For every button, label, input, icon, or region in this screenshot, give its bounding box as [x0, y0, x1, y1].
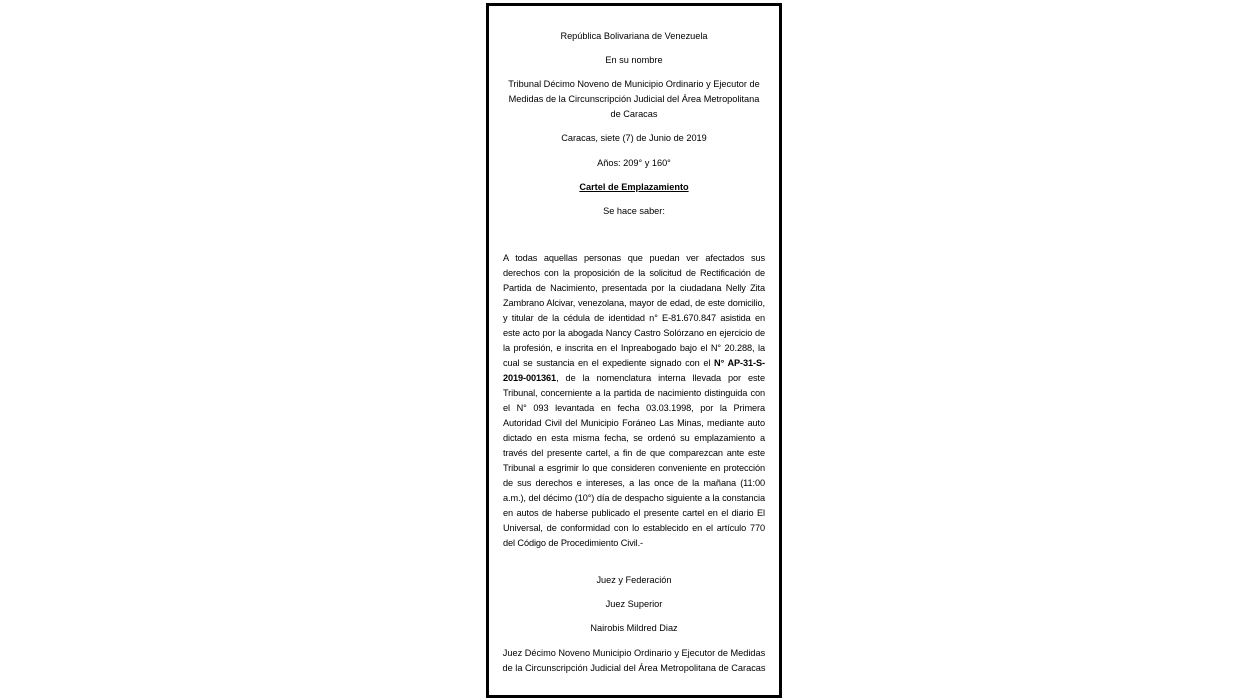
- notice-years: Años: 209° y 160°: [597, 158, 671, 168]
- notice-date: Caracas, siete (7) de Junio de 2019: [561, 133, 707, 143]
- body-part-1: A todas aquellas personas que puedan ver afectados sus derechos con la proposición de la solicitud de Rectificación de Partida de Nacimiento, presentada por la ciudadana Nelly Zita Zambrano Alcivar, venezolana, mayor de edad, de este domicilio, y titular de la cédula de identidad n° E-81.670.847 asistida en este acto por la abogada Nancy Castro Solórzano en ejercicio de la profesión, e inscrita en el Inpreabogado bajo el N° 20.288, la cual se sustancia en el expediente signado con el: [503, 253, 765, 368]
- notice-title: Cartel de Emplazamiento: [579, 182, 689, 192]
- judge-name: Nairobis Mildred Diaz: [590, 623, 678, 633]
- file-number: N° AP-31-S-2019-001361: [503, 358, 765, 383]
- notice-intro: Se hace saber:: [603, 206, 665, 216]
- judge-federation: Juez y Federación: [596, 575, 672, 585]
- notice-body: [503, 251, 765, 551]
- in-name-line: En su nombre: [605, 55, 663, 65]
- body-part-2: , de la nomenclatura interna llevada por este Tribunal, concerniente a la partida de nacimiento distinguida con el N° 093 levantada en fecha 03.03.1998, por la Primera Autoridad Civil del Municipio Foráneo Las Minas, mediante auto dictado en esta misma fecha, se ordenó su emplazamiento a través del presente cartel, a fin de que comparezcan ante este Tribunal a esgrimir lo que consideren conveniente en protección de sus derechos e intereses, a las once de la mañana (11:00 a.m.), del décimo (10°) día de despacho siguiente a la constancia en autos de haberse publicado el presente cartel en el diario El Universal, de conformidad con lo establecido en el artículo 770 del Código de Procedimiento Civil.-: [503, 373, 765, 548]
- judge-title: Juez Décimo Noveno Municipio Ordinario y Ejecutor de Medidas de la Circunscripción Judicial del Área Metropolitana de Caracas: [502, 648, 766, 673]
- judge-role: Juez Superior: [605, 599, 663, 609]
- notice-content: [503, 6, 765, 695]
- country-heading: República Bolivariana de Venezuela: [560, 31, 708, 41]
- legal-notice: [486, 3, 782, 698]
- tribunal-name: Tribunal Décimo Noveno de Municipio Ordinario y Ejecutor de Medidas de la Circunscripción Judicial del Área Metropolitana de Caracas: [508, 79, 760, 119]
